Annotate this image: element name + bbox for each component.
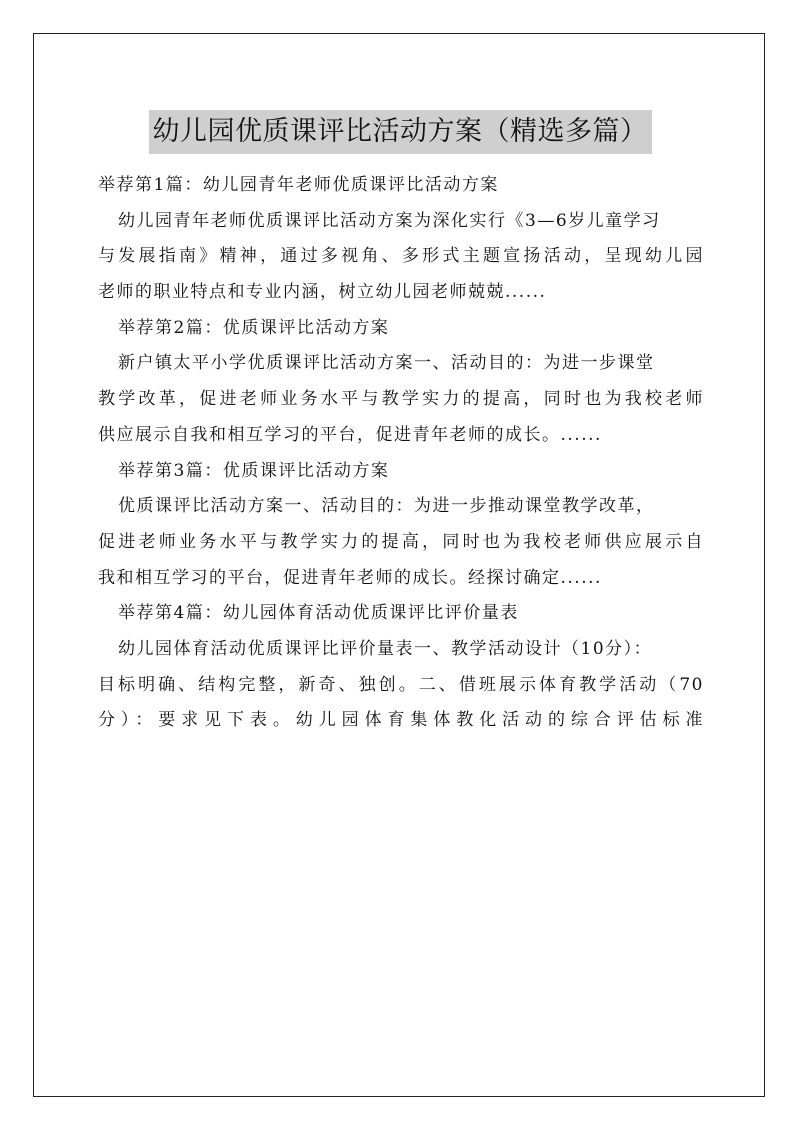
title-container — [0, 92, 800, 172]
paragraph-1-line-2: 与发展指南》精神，通过多视角、多形式主题宣扬活动，呈现幼儿园 — [98, 246, 704, 267]
paragraph-3-line-1: 优质课评比活动方案一、活动目的：为进一步推动课堂教学改革， — [118, 496, 655, 517]
paragraph-1-line-3: 老师的职业特点和专业内涵，树立幼儿园老师兢兢...... — [98, 282, 547, 303]
paragraph-4-line-3: 分）：要求见下表。幼儿园体育集体教化活动的综合评估标准 — [98, 710, 704, 731]
document-body — [98, 168, 704, 739]
recommendation-heading-2: 举荐第2篇：优质课评比活动方案 — [118, 317, 390, 338]
paragraph-2-line-2: 教学改革，促进老师业务水平与教学实力的提高，同时也为我校老师 — [98, 389, 704, 410]
paragraph-4-line-1: 幼儿园体育活动优质课评比评价量表一、教学活动设计（10分）： — [118, 638, 653, 659]
paragraph-3-line-2: 促进老师业务水平与教学实力的提高，同时也为我校老师供应展示自 — [98, 531, 704, 552]
paragraph-1-line-1: 幼儿园青年老师优质课评比活动方案为深化实行《3—6岁儿童学习 — [118, 210, 661, 231]
paragraph-3-line-3: 我和相互学习的平台，促进青年老师的成长。经探讨确定...... — [98, 567, 602, 588]
document-title: 幼儿园优质课评比活动方案（精选多篇） — [149, 110, 652, 154]
paragraph-4-line-2: 目标明确、结构完整，新奇、独创。二、借班展示体育教学活动（70 — [98, 674, 704, 695]
paragraph-2-line-1: 新户镇太平小学优质课评比活动方案一、活动目的：为进一步课堂 — [118, 353, 655, 374]
recommendation-heading-1: 举荐第1篇：幼儿园青年老师优质课评比活动方案 — [98, 175, 499, 195]
recommendation-heading-4: 举荐第4篇：幼儿园体育活动优质课评比评价量表 — [118, 603, 519, 624]
paragraph-2-line-3: 供应展示自我和相互学习的平台，促进青年老师的成长。...... — [98, 424, 602, 445]
recommendation-heading-3: 举荐第3篇：优质课评比活动方案 — [118, 460, 390, 481]
